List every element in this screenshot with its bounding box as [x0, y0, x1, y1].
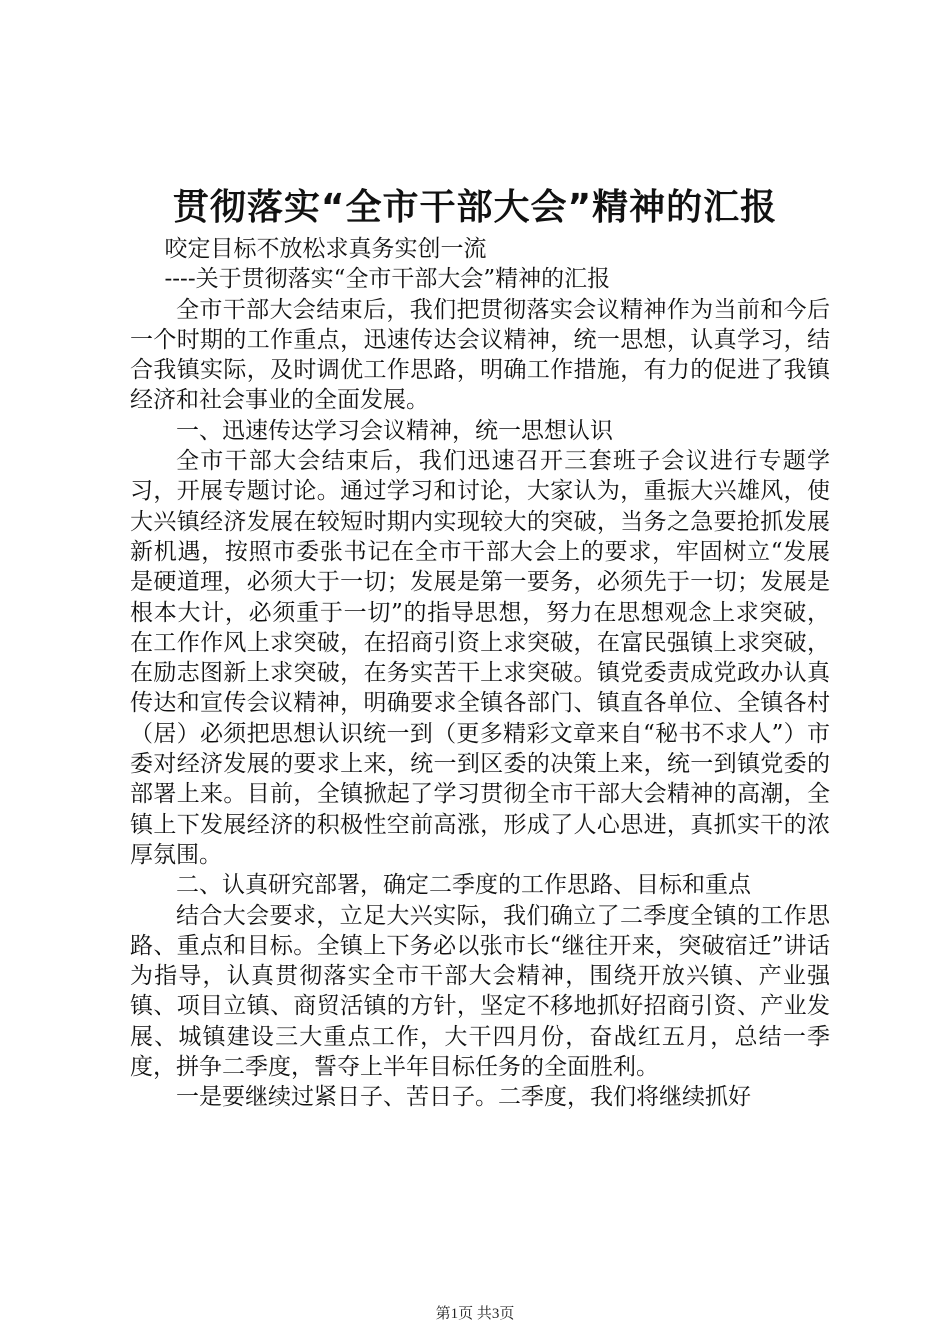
- paragraph-section-2: 结合大会要求，立足大兴实际，我们确立了二季度全镇的工作思路、重点和目标。全镇上下务必以张市长“继往开来，突破宿迁”讲话为指导，认真贯彻落实全市干部大会精神，围绕开放兴镇、产业强镇、项目立镇、商贸活镇的方针，坚定不移地抓好招商引资、产业发展、城镇建设三大重点工作，大干四月份，奋战红五月，总结一季度，拼争二季度，誓夺上半年目标任务的全面胜利。: [130, 902, 830, 1081]
- section-heading-2: 二、认真研究部署，确定二季度的工作思路、目标和重点: [176, 872, 751, 899]
- document-body: [130, 234, 830, 1113]
- document-title: 贯彻落实“全市干部大会”精神的汇报: [172, 187, 778, 228]
- page-number-footer: 第1页 共3页: [435, 1306, 515, 1322]
- subtitle-slogan: 咬定目标不放松求真务实创一流: [164, 236, 487, 262]
- subtitle-report: ----关于贯彻落实“全市干部大会”精神的汇报: [164, 266, 611, 293]
- paragraph-point-1: 一是要继续过紧日子、苦日子。二季度，我们将继续抓好: [176, 1084, 751, 1111]
- paragraph-section-1: 全市干部大会结束后，我们迅速召开三套班子会议进行专题学习，开展专题讨论。通过学习和讨论，大家认为，重振大兴雄风，使大兴镇经济发展在较短时期内实现较大的突破，当务之急要抢抓发展新机遇，按照市委张书记在全市干部大会上的要求，牢固树立“发展是硬道理，必须大于一切；发展是第一要务，必须先于一切；发展是根本大计，必须重于一切”的指导思想，努力在思想观念上求突破，在工作作风上求突破，在招商引资上求突破，在富民强镇上求突破，在励志图新上求突破，在务实苦干上求突破。镇党委责成党政办认真传达和宣传会议精神，明确要求全镇各部门、镇直各单位、全镇各村（居）必须把思想认识统一到（更多精彩文章来自“秘书不求人”）市委对经济发展的要求上来，统一到区委的决策上来，统一到镇党委的部署上来。目前，全镇掀起了学习贯彻全市干部大会精神的高潮，全镇上下发展经济的积极性空前高涨，形成了人心思进，真抓实干的浓厚氛围。: [130, 448, 830, 868]
- paragraph-intro: 全市干部大会结束后，我们把贯彻落实会议精神作为当前和今后一个时期的工作重点，迅速传达会议精神，统一思想，认真学习，结合我镇实际，及时调优工作思路，明确工作措施，有力的促进了我镇经济和社会事业的全面发展。: [130, 296, 830, 414]
- section-heading-1: 一、迅速传达学习会议精神，统一思想认识: [176, 417, 613, 444]
